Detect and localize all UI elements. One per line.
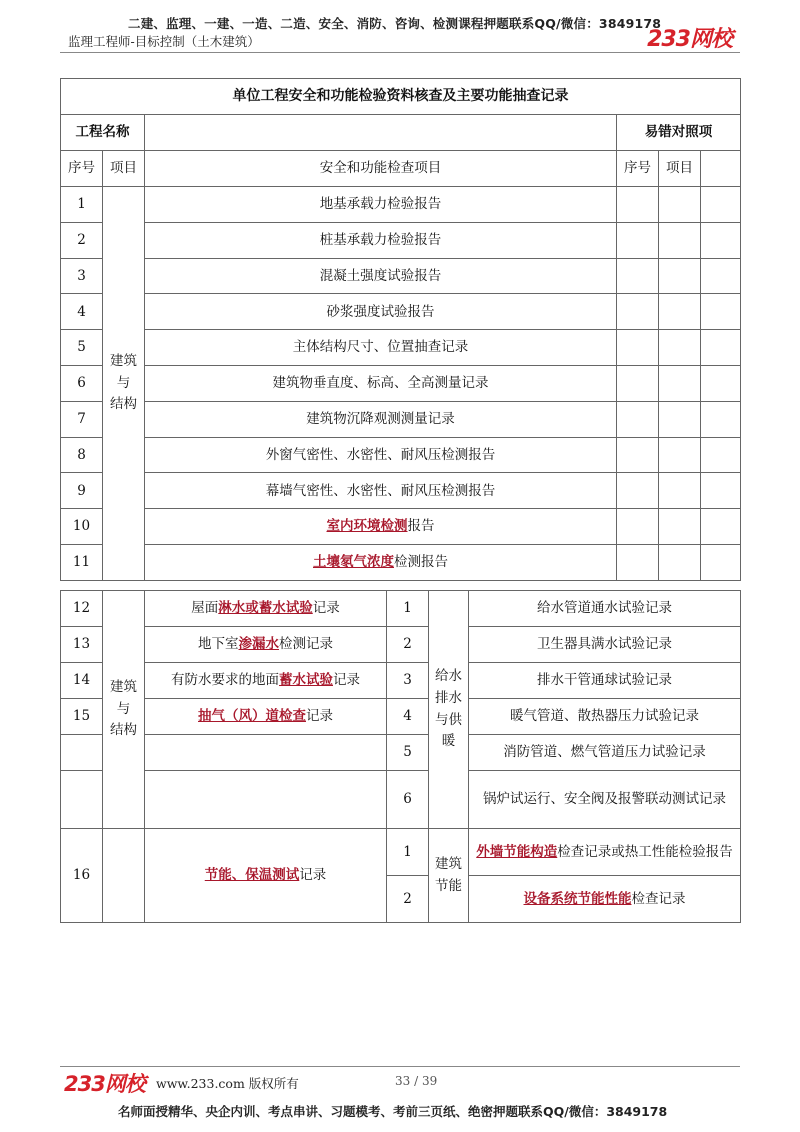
table-row	[61, 258, 741, 294]
row-number: 6	[387, 771, 429, 829]
table-row	[61, 365, 741, 401]
empty-cell	[659, 365, 701, 401]
header-subject: 监理工程师-目标控制（土木建筑）	[68, 34, 260, 49]
cell-text: 混凝土强度试验报告	[319, 267, 442, 284]
table-row	[61, 771, 741, 829]
check-item	[145, 509, 617, 545]
header-logo: 233网校	[647, 27, 732, 52]
cell-text: 检查记录或热工性能检验报告	[557, 843, 733, 860]
inspection-table-part1	[60, 78, 741, 581]
table-row	[61, 663, 741, 699]
row-number: 16	[61, 829, 103, 923]
table-row	[61, 437, 741, 473]
col-header-check: 安全和功能检查项目	[145, 151, 617, 187]
table-row	[61, 829, 741, 876]
highlight-text: 抽气（风）道检查	[198, 708, 306, 725]
check-item: 给水管道通水试验记录	[469, 591, 741, 627]
empty-cell	[617, 330, 659, 366]
table-title: 单位工程安全和功能检验资料核查及主要功能抽查记录	[61, 79, 741, 115]
empty-cell	[659, 473, 701, 509]
check-item	[145, 294, 617, 330]
check-item	[469, 876, 741, 923]
row-number: 13	[61, 627, 103, 663]
check-item	[145, 663, 387, 699]
empty-cell	[701, 401, 741, 437]
row-number: 9	[61, 473, 103, 509]
group-water-heating: 给水 排水 与供 暖	[429, 591, 469, 829]
cell-text: 记录	[299, 867, 327, 884]
highlight-text: 渗漏水	[238, 636, 279, 653]
empty-cell	[659, 187, 701, 223]
col-header-empty	[701, 151, 741, 187]
empty-cell	[701, 258, 741, 294]
row-number: 10	[61, 509, 103, 545]
header-rule	[60, 52, 740, 53]
empty-cell	[617, 401, 659, 437]
cell-text: 记录	[333, 672, 360, 689]
project-name-label: 工程名称	[61, 115, 145, 151]
check-item	[145, 222, 617, 258]
row-number: 5	[387, 735, 429, 771]
table-row	[61, 591, 741, 627]
footer-rule	[60, 1066, 740, 1067]
table-row	[61, 509, 741, 545]
check-item	[145, 699, 387, 735]
cell-text: 外窗气密性、水密性、耐风压检测报告	[265, 446, 496, 463]
row-number: 12	[61, 591, 103, 627]
empty-cell	[103, 829, 145, 923]
group-building-energy: 建筑 节能	[429, 829, 469, 923]
group-building-structure: 建筑 与 结构	[103, 187, 145, 581]
check-item	[145, 591, 387, 627]
header-contact-line: 二建、监理、一建、一造、二造、安全、消防、咨询、检测课程押题联系QQ/微信：3849178	[128, 16, 662, 31]
check-item: 暖气管道、散热器压力试验记录	[469, 699, 741, 735]
row-number: 3	[61, 258, 103, 294]
empty-cell	[659, 330, 701, 366]
empty-cell	[659, 258, 701, 294]
row-number: 1	[61, 187, 103, 223]
empty-cell	[701, 222, 741, 258]
empty-cell	[659, 437, 701, 473]
check-item: 消防管道、燃气管道压力试验记录	[469, 735, 741, 771]
row-number: 7	[61, 401, 103, 437]
cell-text: 地下室	[198, 636, 239, 653]
highlight-text: 土壤氡气浓度	[313, 554, 394, 571]
check-item	[145, 829, 387, 923]
row-number: 4	[61, 294, 103, 330]
table-row	[61, 735, 741, 771]
empty-cell	[659, 401, 701, 437]
empty-cell	[701, 365, 741, 401]
table-row	[61, 473, 741, 509]
check-item	[145, 437, 617, 473]
check-item	[145, 187, 617, 223]
cell-text: 幕墙气密性、水密性、耐风压检测报告	[265, 482, 496, 499]
cell-text: 建筑物垂直度、标高、全高测量记录	[272, 375, 489, 392]
footer-copyright: www.233.com 版权所有	[156, 1076, 299, 1091]
cell-text: 检测报告	[394, 554, 448, 571]
highlight-text: 外墙节能构造	[476, 843, 558, 860]
table-row	[61, 627, 741, 663]
empty-cell	[701, 187, 741, 223]
row-number: 15	[61, 699, 103, 735]
row-number: 3	[387, 663, 429, 699]
cell-text: 报告	[407, 518, 435, 535]
row-number: 8	[61, 437, 103, 473]
empty-cell	[701, 544, 741, 580]
col-header-no2: 序号	[617, 151, 659, 187]
check-item	[145, 544, 617, 580]
row-number: 2	[387, 627, 429, 663]
table-row	[61, 187, 741, 223]
table-row	[61, 401, 741, 437]
empty-cell	[617, 473, 659, 509]
col-header-item: 项目	[103, 151, 145, 187]
footer-promo: 名师面授精华、央企内训、考点串讲、习题模考、考前三页纸、绝密押题联系QQ/微信：3849178	[118, 1104, 668, 1119]
highlight-text: 淋水或蓄水试验	[218, 600, 313, 617]
highlight-text: 室内环境检测	[326, 518, 408, 535]
highlight-text: 节能、保温测试	[204, 867, 300, 884]
empty-cell	[701, 473, 741, 509]
empty-cell	[61, 735, 103, 771]
row-number: 11	[61, 544, 103, 580]
empty-cell	[659, 509, 701, 545]
cell-text: 建筑物沉降观测测量记录	[306, 411, 455, 428]
cell-text: 记录	[306, 708, 333, 725]
empty-cell	[617, 187, 659, 223]
row-number: 2	[61, 222, 103, 258]
cell-text: 检查记录	[631, 890, 686, 907]
highlight-text: 蓄水试验	[279, 672, 333, 689]
cell-text: 有防水要求的地面	[171, 672, 279, 689]
cell-text: 检测记录	[279, 636, 333, 653]
empty-cell	[145, 771, 387, 829]
cell-text: 主体结构尺寸、位置抽查记录	[292, 339, 469, 356]
project-name-value	[145, 115, 617, 151]
cell-text: 记录	[312, 600, 340, 617]
empty-cell	[701, 437, 741, 473]
empty-cell	[659, 294, 701, 330]
empty-cell	[701, 294, 741, 330]
inspection-table-part2	[60, 590, 741, 923]
row-number: 2	[387, 876, 429, 923]
row-number: 5	[61, 330, 103, 366]
table-row	[61, 544, 741, 580]
empty-cell	[617, 222, 659, 258]
footer-logo: 233网校	[64, 1072, 145, 1096]
check-item	[145, 627, 387, 663]
empty-cell	[61, 771, 103, 829]
page-number: 33 / 39	[395, 1074, 438, 1088]
check-item	[145, 473, 617, 509]
row-number: 4	[387, 699, 429, 735]
empty-cell	[701, 509, 741, 545]
empty-cell	[659, 544, 701, 580]
check-item	[145, 258, 617, 294]
col-header-item2: 项目	[659, 151, 701, 187]
check-item: 卫生器具满水试验记录	[469, 627, 741, 663]
check-item	[145, 401, 617, 437]
empty-cell	[617, 258, 659, 294]
row-number: 1	[387, 591, 429, 627]
empty-cell	[617, 365, 659, 401]
row-number: 14	[61, 663, 103, 699]
error-prone-label: 易错对照项	[617, 115, 741, 151]
cell-text: 地基承载力检验报告	[319, 196, 442, 213]
empty-cell	[617, 437, 659, 473]
row-number: 1	[387, 829, 429, 876]
table-row	[61, 699, 741, 735]
col-header-no: 序号	[61, 151, 103, 187]
empty-cell	[145, 735, 387, 771]
row-number: 6	[61, 365, 103, 401]
empty-cell	[617, 294, 659, 330]
check-item: 排水干管通球试验记录	[469, 663, 741, 699]
check-item	[469, 829, 741, 876]
cell-text: 桩基承载力检验报告	[319, 232, 442, 249]
check-item	[145, 365, 617, 401]
empty-cell	[701, 330, 741, 366]
table-row	[61, 330, 741, 366]
highlight-text: 设备系统节能性能	[523, 890, 632, 907]
check-item	[145, 330, 617, 366]
table-row	[61, 222, 741, 258]
empty-cell	[617, 509, 659, 545]
empty-cell	[659, 222, 701, 258]
table-row	[61, 294, 741, 330]
cell-text: 砂浆强度试验报告	[326, 303, 435, 320]
group-building-structure-2: 建筑 与 结构	[103, 591, 145, 829]
cell-text: 屋面	[191, 600, 219, 617]
empty-cell	[617, 544, 659, 580]
check-item: 锅炉试运行、安全阀及报警联动测试记录	[469, 771, 741, 829]
